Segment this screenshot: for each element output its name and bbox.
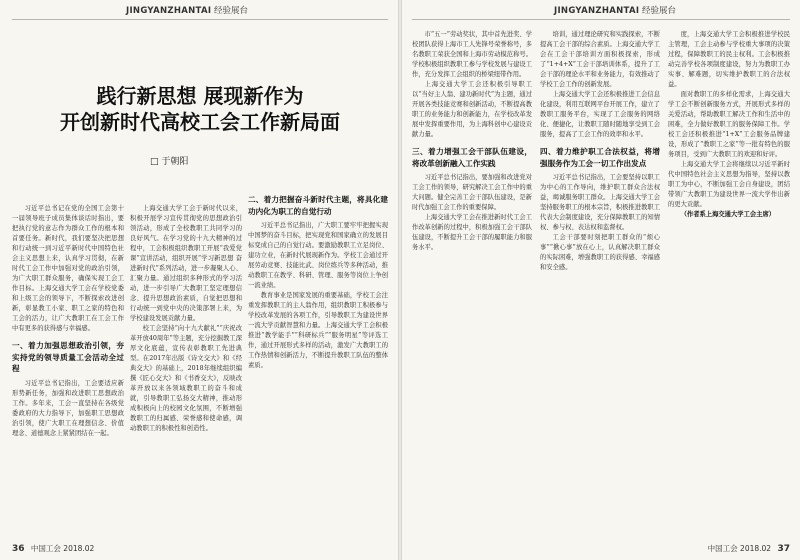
page-header-left xyxy=(126,4,248,18)
article-title-line2: 开创新时代高校工会工作新局面 xyxy=(60,110,340,134)
author-name: 于朝阳 xyxy=(161,157,189,167)
body-paragraph: 上海交通大学工会将继续以习近平新时代中国特色社会主义思想为指导，坚持以教职工为中心，不断加强工会自身建设，团结带领广大教职工为建设世界一流大学作出新的更大贡献。 xyxy=(668,161,790,208)
author-note: （作者系上海交通大学工会主席） xyxy=(680,211,776,218)
body-paragraph: 市“五一”劳动奖状，其中首先进奖、学校团队获得上海市工人先锋号荣誉称号，多名教职工荣获全国和上海市劳动模范称号。学校积极组织教职工参与学校发展与建设工作，充分发挥工会组织的桥梁纽带作用。 xyxy=(412,31,532,78)
column-2 xyxy=(130,204,242,532)
body-paragraph: 习近平总书记在党的全国工会第十一届领导班子成员集体谈话时指出，要把执行党的意志作为群众工作的根本和首要任务。新时代，我们要坚决把思想和行动统一到习近平新时代中国特色社会主义思想上来，认真学习贯彻，在新时代工会工作中加强对党的政治引领，为广大职工群众服务，确保实现工会工作目标。上海交通大学工会在学校党委和上级工会的领导下，不断探索改进创新，彰显教工小家、职工之家的特色和工会的活力，让广大教职工在工会工作中有更多的获得感与幸福感。 xyxy=(12,205,124,332)
body-paragraph: 上海交通大学工会还积极推进工会信息化建设，利用互联网平台开展工作，建立了教职工服务平台，实现了工会服务的网络化、便捷化，让教职工随时随地享受到工会服务，提高了工会工作的效率和水平。 xyxy=(540,91,660,138)
journal-issue-right: 中国工会 2018.02 xyxy=(707,544,772,553)
body-paragraph: 培训，通过理论研究和实践探索，不断提高工会干部的综合素质。上海交通大学工会在工会干部培训方面积极探索，形成了“1+4+X”工会干部培训体系，提升了工会干部的理论水平和业务能力，有效推动了学校工会工作的创新发展。 xyxy=(540,31,660,88)
magazine-name-right: JINGYANZHANTAI xyxy=(554,6,640,16)
section-heading: 三、着力增强工会干部队伍建设，将改革创新融入工作实践 xyxy=(412,147,532,168)
column-1 xyxy=(12,204,124,532)
author-byline xyxy=(150,154,188,167)
section-name: 经验展台 xyxy=(214,6,249,16)
left-page xyxy=(0,0,398,560)
section-name-right: 经验展台 xyxy=(642,6,677,16)
author-box-icon: □ xyxy=(150,157,159,167)
page-header-right xyxy=(554,4,676,18)
column-6 xyxy=(668,30,790,532)
body-paragraph: 习近平总书记指出，要加强和改进党对工会工作的领导，研究解决工会工作中的重大问题。健全完善工会干部队伍建设，是新时代加强工会工作的重要保障。 xyxy=(412,174,532,211)
magazine-name: JINGYANZHANTAI xyxy=(126,6,212,16)
body-paragraph: 上海交通大学工会于新时代以来，积极开展学习宣传贯彻党的思想政治引领活动，形成了全校教职工共同学习的良好风气。在学习党的十九大精神的过程中，工会积极组织教职工开展“我爱党课”宣讲活动，组织开展“学习新思想 奋进新时代”系列活动，进一步凝聚人心、汇聚力量。通过组织多种形式的学习活动，进一步引导广大教职工坚定理想信念、提升思想政治素质，自觉把思想和行动统一到党中央的决策部署上来，为学校建设发展贡献力量。 xyxy=(130,205,242,322)
body-paragraph: 面对教职工的多样化需求，上海交通大学工会不断创新服务方式，开展形式多样的关爱活动，帮助教职工解决工作和生活中的困难，全力做好教职工的服务保障工作。学校工会还积极推进“1+X”工会服务品牌建设，形成了“教职工之家”等一批有特色的服务项目，受到广大教职工的欢迎和好评。 xyxy=(668,91,790,158)
footer-left xyxy=(12,543,94,554)
column-3 xyxy=(248,188,388,532)
body-paragraph: 工会干部要时刻把职工群众的“烦心事”“揪心事”放在心上，认真解决职工群众的实际困难，增强教职工的获得感、幸福感和安全感。 xyxy=(540,234,660,271)
body-paragraph: 习近平总书记指出，工会要坚持以职工为中心的工作导向，维护职工群众合法权益，竭诚服务职工群众。上海交通大学工会坚持服务职工的根本宗旨，积极推进教职工代表大会制度建设，充分保障教职工的知情权、参与权、表达权和监督权。 xyxy=(540,174,660,231)
header-rule-right xyxy=(412,19,790,20)
header-rule xyxy=(12,19,388,20)
article-title-line1: 践行新思想 展现新作为 xyxy=(96,84,304,108)
right-page xyxy=(402,0,800,560)
body-paragraph: 校工会坚持“向十九大献礼”“庆祝改革开放40周年”等主题，充分挖掘教工深厚文化底蕴，宣传表彰教职工先进典型。在2017年出版《诗文交大》和《经典交大》的基础上，2018年继续组织编撰《匠心交大》和《书香交大》，反映改革开放以来各领域教职工的奋斗和成就，引导教职工弘扬交大精神，推动形成积极向上的校园文化氛围，不断增强教职工的归属感、荣誉感和使命感，调动教职工的积极性和创造性。 xyxy=(130,325,242,432)
section-heading: 一、着力加强思想政治引领，夯实持党的领导质量工会活动全过程 xyxy=(12,341,124,373)
column-4 xyxy=(412,30,532,532)
footer-right xyxy=(708,543,790,554)
section-heading: 四、着力维护职工合法权益，将增强服务作为工会一切工作出发点 xyxy=(540,147,660,168)
page-number-left: 36 xyxy=(12,544,25,554)
page-number-right: 37 xyxy=(777,544,790,554)
body-paragraph: 习近平总书记指出，广大职工要牢牢把握实现中国梦的奋斗目标，把实现党和国家确立的发展目标变成自己的自觉行动。要激励教职工立足岗位、建功立业，在新时代展现新作为。学校工会通过开展劳动竞赛、技能比武、岗位练兵等多种活动，推动教职工在教学、科研、管理、服务等岗位上争创一流业绩。 xyxy=(248,222,388,289)
body-paragraph: 上海交通大学工会还积极引导职工以“当好主人翁、建功新时代”为主题，通过开展各类技能竞赛和创新活动，不断提高教职工的业务能力和创新能力，在学校改革发展中发挥重要作用，为上海科创中心建设贡献力量。 xyxy=(412,81,532,138)
body-paragraph: 度，上海交通大学工会积极推进学校民主管理，工会主动参与学校重大事项的决策过程，保障教职工的民主权利。工会积极推动完善学校各项制度建设，努力为教职工办实事、解难题，切实维护教职工的合法权益。 xyxy=(668,31,790,88)
body-paragraph: 习近平总书记指出，工会要适应新形势新任务，加强和改进职工思想政治工作。多年来，工会一直坚持在各级党委政府的大力指导下，加强职工思想政治引领，使广大职工在理想信念、价值理念、道德观念上紧紧团结在一起。 xyxy=(12,379,124,437)
body-paragraph: 教育事业是国家发展的重要基础，学校工会注重发挥教职工的主人翁作用，组织教职工积极参与学校改革发展的各项工作，引导教职工为建设世界一流大学贡献智慧和力量。上海交通大学工会积极推进“教学能手”“科研标兵”“服务明星”等评选工作，通过开展形式多样的活动，激发广大教职工的工作热情和创新活力，不断提升教职工队伍的整体素质。 xyxy=(248,292,388,369)
section-heading: 二、着力把握奋斗新时代主题，将具化建功内化为职工的自觉行动 xyxy=(248,195,388,216)
body-paragraph: 上海交通大学工会在推进新时代工会工作改革创新的过程中，积极加强工会干部队伍建设，不断提升工会干部的履职能力和服务水平。 xyxy=(412,214,532,251)
column-5 xyxy=(540,30,660,532)
journal-issue-left: 中国工会 2018.02 xyxy=(30,544,95,553)
